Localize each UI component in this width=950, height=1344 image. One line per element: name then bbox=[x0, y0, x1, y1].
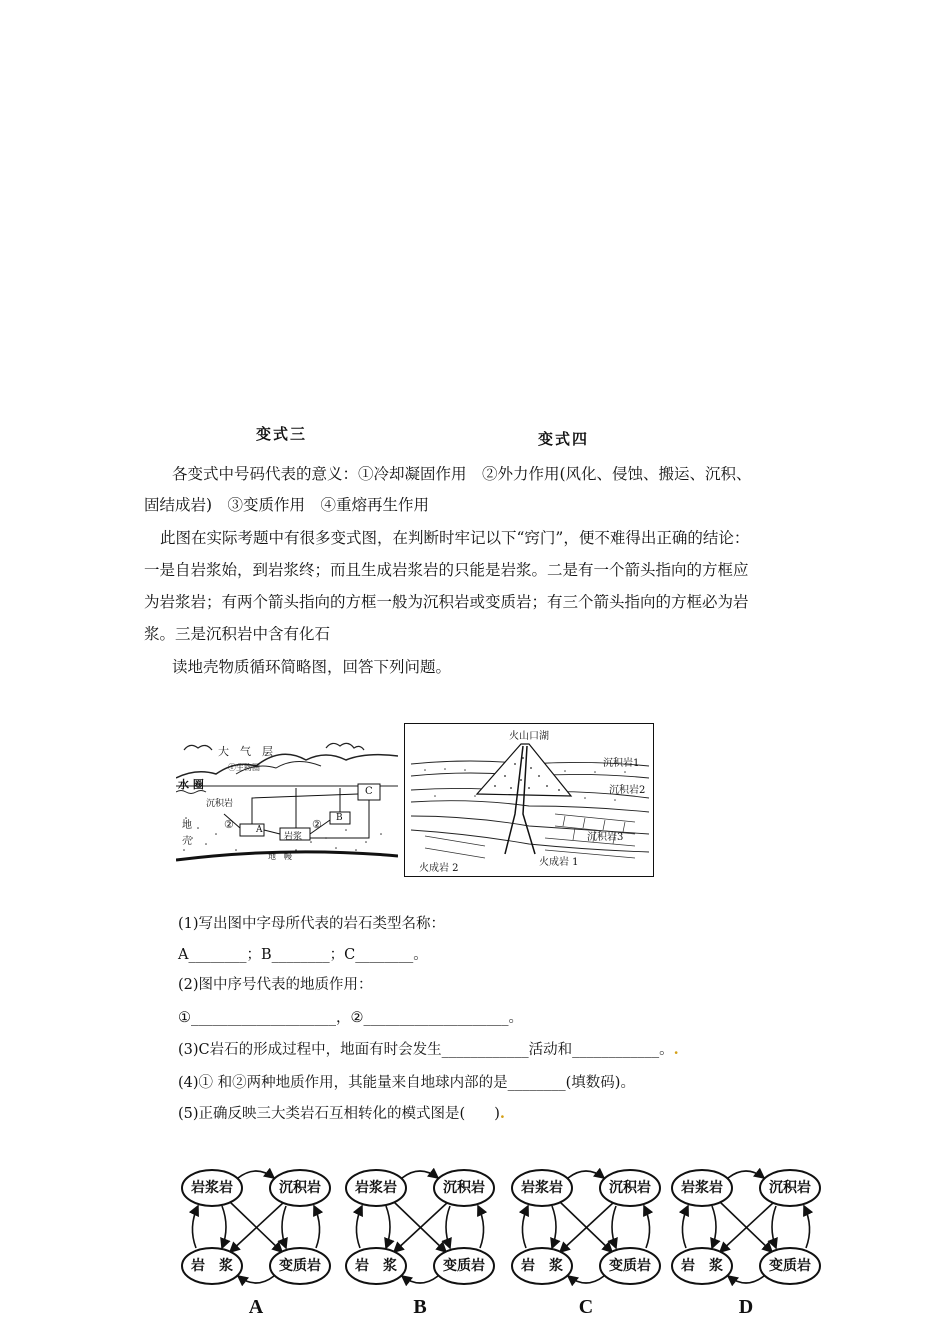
biosphere-label: ①生物圈 bbox=[228, 763, 260, 772]
magma-node-label: 岩 浆 bbox=[355, 1258, 397, 1274]
sedimentary-label: 沉积岩 bbox=[206, 799, 234, 809]
crust-cycle-figure bbox=[176, 738, 398, 866]
sedimentary-1-label: 沉积岩1 bbox=[603, 758, 640, 769]
arrow-igneous-to-magma-side bbox=[386, 1206, 390, 1248]
caption-variant-4: 变式四 bbox=[538, 430, 590, 448]
sedimentary-rock-node-label: 沉积岩 bbox=[279, 1180, 321, 1196]
paragraph-2-line-3: 为岩浆岩；有两个箭头指向的方框一般为沉积岩或变质岩；有三个箭头指向的方框必为岩 bbox=[144, 593, 749, 611]
paragraph-1-line-1: 各变式中号码代表的意义：①冷却凝固作用 ②外力作用(风化、侵蚀、搬运、沉积、 bbox=[172, 465, 752, 483]
metamorphic-rock-node-label: 变质岩 bbox=[769, 1258, 811, 1274]
magma-node-label: 岩 浆 bbox=[681, 1258, 723, 1274]
cycle-panel-c bbox=[506, 1162, 666, 1322]
arrow-sedimentary-to-metamorphic bbox=[282, 1206, 286, 1248]
sedimentary-rock-node-label: 沉积岩 bbox=[769, 1180, 811, 1196]
question-2-blanks: ①____________________，②____________________。 bbox=[178, 1010, 523, 1026]
sedimentary-2-label: 沉积岩2 bbox=[609, 785, 646, 796]
magma-node-label: 岩 浆 bbox=[521, 1258, 563, 1274]
igneous-2-label: 火成岩 2 bbox=[419, 863, 459, 874]
question-3-mark: . bbox=[673, 1041, 679, 1058]
panel-label-a: A bbox=[248, 1296, 264, 1318]
cycle-panel-a bbox=[176, 1162, 336, 1322]
question-3 bbox=[178, 1035, 679, 1065]
magma-node-label: 岩 浆 bbox=[191, 1258, 233, 1274]
sedimentary-3-label: 沉积岩3 bbox=[587, 832, 624, 843]
panel-label-d: D bbox=[738, 1296, 754, 1318]
igneous-rock-node-label: 岩浆岩 bbox=[521, 1180, 563, 1196]
box-c-label: C bbox=[365, 786, 373, 797]
arrow-metamorphic-to-magma bbox=[568, 1276, 604, 1283]
igneous-rock-node-label: 岩浆岩 bbox=[191, 1180, 233, 1196]
igneous-rock-node-label: 岩浆岩 bbox=[681, 1180, 723, 1196]
question-5 bbox=[178, 1099, 505, 1129]
caption-variant-3: 变式三 bbox=[256, 425, 308, 443]
question-3-text: (3)C岩石的形成过程中，地面有时会发生____________活动和____________。 bbox=[178, 1042, 674, 1058]
arrow-magma-to-igneous bbox=[356, 1206, 362, 1248]
box-a-label: A bbox=[256, 825, 263, 835]
box-b-label: B bbox=[336, 813, 343, 823]
question-1-blanks: A________；B________；C________。 bbox=[178, 947, 428, 963]
arrow-metamorphic-to-magma bbox=[728, 1276, 764, 1283]
question-5-mark: . bbox=[499, 1105, 505, 1122]
metamorphic-rock-node-label: 变质岩 bbox=[443, 1258, 485, 1274]
arrow-magma-to-igneous bbox=[682, 1206, 688, 1248]
panel-label-b: B bbox=[413, 1296, 427, 1318]
sedimentary-rock-node-label: 沉积岩 bbox=[609, 1180, 651, 1196]
arrow-igneous-to-sedimentary bbox=[402, 1171, 438, 1178]
arrow-metamorphic-to-sedimentary bbox=[644, 1206, 650, 1248]
arrow-metamorphic-to-sedimentary bbox=[804, 1206, 810, 1248]
paragraph-2-line-4: 浆。三是沉积岩中含有化石 bbox=[144, 625, 331, 643]
arrow-metamorphic-to-sedimentary bbox=[478, 1206, 484, 1248]
sedimentary-rock-node-label: 沉积岩 bbox=[443, 1180, 485, 1196]
arrow-igneous-to-magma-side bbox=[222, 1206, 226, 1248]
crater-lake-label: 火山口湖 bbox=[509, 731, 549, 742]
arrow-igneous-to-sedimentary bbox=[568, 1171, 604, 1178]
paragraph-2-line-1: 此图在实际考题中有很多变式图，在判断时牢记以下“窍门”，便不难得出正确的结论： bbox=[160, 529, 750, 547]
question-4: (4)① 和②两种地质作用，其能量来自地球内部的是________(填数码)。 bbox=[178, 1075, 635, 1091]
mantle-label: 地 幔 bbox=[268, 852, 292, 861]
paragraph-1-line-2: 固结成岩) ③变质作用 ④重熔再生作用 bbox=[144, 496, 430, 514]
arrow-magma-to-igneous bbox=[522, 1206, 528, 1248]
volcano-section-figure bbox=[404, 723, 654, 877]
volcano-section-drawing bbox=[405, 724, 653, 876]
arrow-metamorphic-to-magma bbox=[402, 1276, 438, 1283]
cycle-panel-d bbox=[666, 1162, 826, 1322]
crust-label-2: 壳 bbox=[182, 836, 192, 847]
arrow-sedimentary-to-metamorphic bbox=[772, 1206, 776, 1248]
arrow-igneous-to-magma-side bbox=[712, 1206, 716, 1248]
paragraph-3: 读地壳物质循环简略图，回答下列问题。 bbox=[172, 658, 452, 676]
paragraph-2-line-2: 一是自岩浆始，到岩浆终；而且生成岩浆岩的只能是岩浆。二是有一个箭头指向的方框应 bbox=[144, 561, 749, 579]
question-1: (1)写出图中字母所代表的岩石类型名称： bbox=[178, 916, 446, 932]
panel-label-c: C bbox=[578, 1296, 594, 1318]
arrow-sedimentary-to-metamorphic bbox=[446, 1206, 450, 1248]
atmosphere-label: 大 气 层 bbox=[218, 745, 273, 758]
arrow-magma-to-igneous bbox=[192, 1206, 198, 1248]
crust-label-1: 地 bbox=[182, 820, 192, 831]
process-2-label-left: ② bbox=[224, 818, 234, 831]
igneous-rock-node-label: 岩浆岩 bbox=[355, 1180, 397, 1196]
process-2-label-right: ② bbox=[312, 818, 322, 831]
igneous-1-label: 火成岩 1 bbox=[539, 857, 579, 868]
arrow-sedimentary-to-metamorphic bbox=[612, 1206, 616, 1248]
arrow-igneous-to-sedimentary bbox=[238, 1171, 274, 1178]
question-5-text: (5)正确反映三大类岩石互相转化的模式图是( ) bbox=[178, 1106, 500, 1122]
metamorphic-rock-node-label: 变质岩 bbox=[279, 1258, 321, 1274]
cycle-panels bbox=[176, 1162, 846, 1322]
arrow-metamorphic-to-magma bbox=[238, 1276, 274, 1283]
magma-label: 岩浆 bbox=[284, 832, 303, 842]
cycle-panel-b bbox=[340, 1162, 500, 1322]
arrow-igneous-to-sedimentary bbox=[728, 1171, 764, 1178]
arrow-igneous-to-magma-side bbox=[552, 1206, 556, 1248]
hydrosphere-label: 水 圈 bbox=[178, 778, 204, 791]
arrow-metamorphic-to-sedimentary bbox=[314, 1206, 320, 1248]
metamorphic-rock-node-label: 变质岩 bbox=[609, 1258, 651, 1274]
question-2: (2)图中序号代表的地质作用： bbox=[178, 977, 373, 993]
